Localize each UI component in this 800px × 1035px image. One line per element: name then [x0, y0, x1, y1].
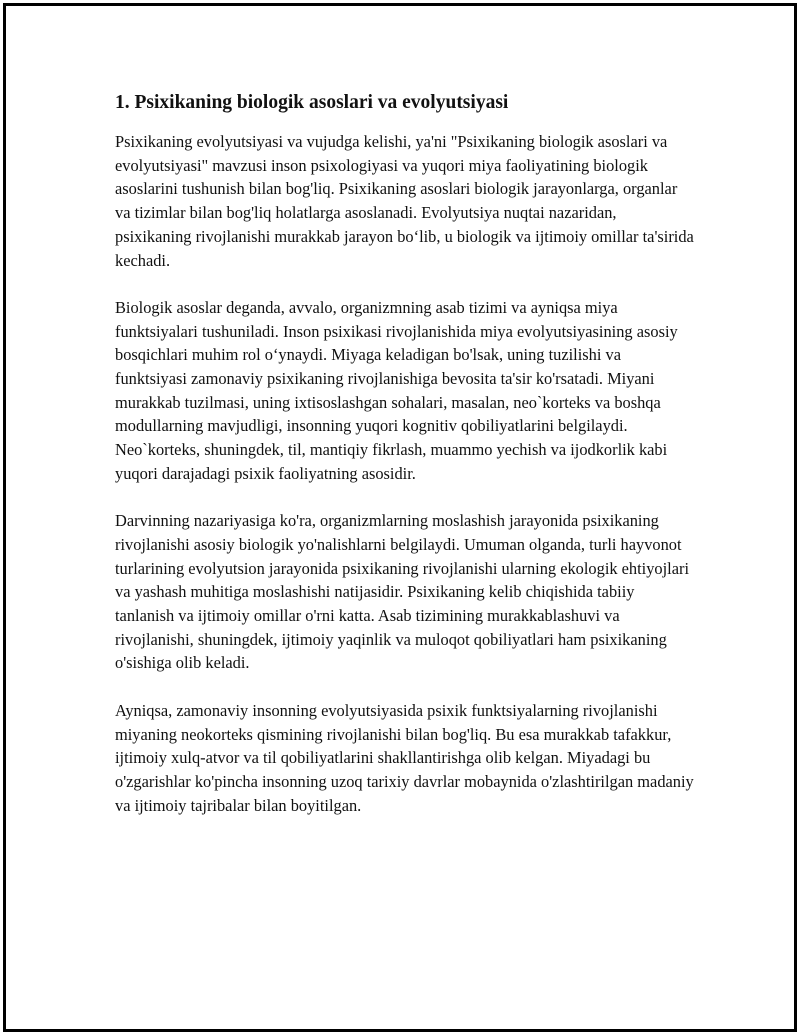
document-title: 1. Psixikaning biologik asoslari va evolyutsiyasi: [115, 92, 509, 113]
paragraph-4: Ayniqsa, zamonaviy insonning evolyutsiyasida psixik funktsiyalarning rivojlanishi miyaning neokorteks qismining rivojlanishi bilan bog'liq. Bu esa murakkab tafakkur, ijtimoiy xulq-atvor va til qobiliyatlarini shakllantirishga olib kelgan. Miyadagi bu o'zgarishlar ko'pincha insonning uzoq tarixiy davrlar mobaynida o'zlashtirilgan madaniy va ijtimoiy tajribalar bilan boyitilgan.: [115, 700, 694, 815]
document-body: [115, 90, 695, 841]
paragraph-2: Biologik asoslar deganda, avvalo, organizmning asab tizimi va ayniqsa miya funktsiyalari tushuniladi. Inson psixikasi rivojlanishida miya evolyutsiyasining asosiy bosqichlari muhim rol o‘ynaydi. Miyaga keladigan bo'lsak, uning tuzilishi va funktsiyasi zamonaviy psixikaning rivojlanishiga bevosita ta'sir ko'rsatadi. Miyani murakkab tuzilmasi, uning ixtisoslashgan sohalari, masalan, neo`korteks va boshqa modullarning mavjudligi, insonning yuqori kognitiv qobiliyatlarini belgilaydi. Neo`korteks, shuningdek, til, mantiqiy fikrlash, muammo yechish va ijodkorlik kabi yuqori darajadagi psixik faoliyatning asosidir.: [115, 297, 678, 483]
paragraph-1: Psixikaning evolyutsiyasi va vujudga kelishi, ya'ni "Psixikaning biologik asoslari va evolyutsiyasi" mavzusi inson psixologiyasi va yuqori miya faoliyatining biologik asoslarini tushunish bilan bog'liq. Psixikaning asoslari biologik jarayonlarga, organlar va tizimlar bilan bog'liq holatlarga asoslanadi. Evolyutsiya nuqtai nazaridan, psixikaning rivojlanishi murakkab jarayon bo‘lib, u biologik va ijtimoiy omillar ta'sirida kechadi.: [115, 132, 694, 270]
paragraph-3: Darvinning nazariyasiga ko'ra, organizmlarning moslashish jarayonida psixikaning rivojlanishi asosiy biologik yo'nalishlarni belgilaydi. Umuman olganda, turli hayvonot turlarining evolyutsion jarayonida psixikaning rivojlanishi ularning ekologik ehtiyojlari va yashash muhitiga moslashishi natijasidir. Psixikaning kelib chiqishida tabiiy tanlanish va ijtimoiy omillar o'rni katta. Asab tizimining murakkablashuvi va rivojlanishi, shuningdek, ijtimoiy yaqinlik va muloqot qobiliyatlari ham psixikaning o'sishiga olib keladi.: [115, 511, 690, 673]
